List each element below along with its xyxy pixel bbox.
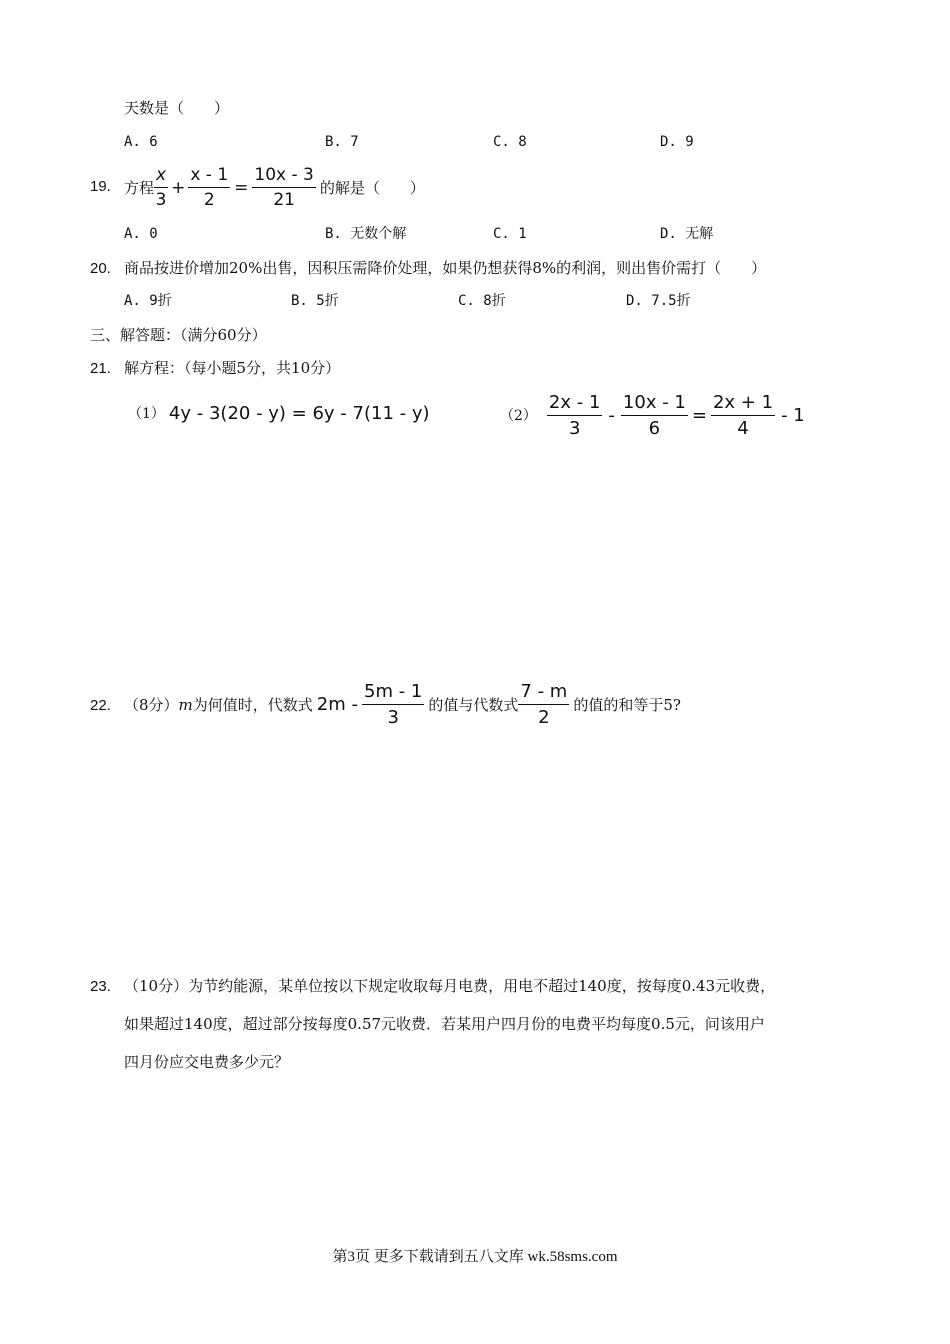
q21-part1	[128, 405, 430, 423]
q22-expr1-numerator: 5m - 1	[362, 683, 424, 705]
q18-option-c: C. 8	[493, 134, 527, 150]
q19-plus: +	[171, 177, 186, 198]
q21-stem: 解方程：（每小题5分，共10分）	[124, 359, 341, 377]
q19-option-c: C. 1	[493, 226, 527, 242]
q19-number: 19.	[90, 178, 111, 195]
q21-part2-c-numerator: 2x + 1	[711, 394, 775, 416]
q21-part2-fraction-a	[547, 394, 603, 438]
q21-part2-fraction-c	[711, 394, 775, 438]
q21-part2-label: （2）	[500, 408, 537, 424]
q22-expr2-numerator: 7 - m	[518, 683, 569, 705]
q22-text-3: 的值的和等于5?	[573, 695, 681, 714]
q21-part2-minus: -	[608, 405, 615, 426]
q21-part2-a-denominator: 3	[568, 418, 581, 439]
q20-option-a: A. 9折	[124, 293, 172, 309]
q19-fraction-2	[188, 167, 230, 209]
q19-frac3-numerator: 10x - 3	[252, 167, 315, 188]
q19-option-d: D. 无解	[660, 226, 714, 242]
q20-option-d: D. 7.5折	[626, 293, 691, 309]
q21-number: 21.	[90, 360, 111, 377]
q21-part1-equation: 4y - 3(20 - y) = 6y - 7(11 - y)	[168, 403, 430, 424]
q23-line-1: （10分）为节约能源，某单位按以下规定收取每月电费，用电不超过140度，按每度0.43元收费，	[124, 977, 776, 995]
q21-part2-equals: =	[691, 405, 707, 426]
q19-stem	[124, 166, 425, 210]
q22-expr2-denominator: 2	[538, 707, 550, 728]
q19-equals: =	[234, 177, 249, 198]
q22-expr1-fraction	[362, 683, 424, 727]
q22-text-2: 的值与代数式	[428, 695, 519, 714]
q18-option-a: A. 6	[124, 134, 158, 150]
q22-variable: m	[178, 695, 193, 714]
section-title: 三、解答题：（满分60分）	[90, 326, 267, 344]
q18-stem-tail: 天数是（ ）	[124, 99, 230, 117]
page-footer: 第3页 更多下载请到五八文库 wk.58sms.com	[332, 1249, 618, 1265]
q19-suffix: 的解是（ ）	[319, 178, 425, 197]
q23-line-2: 如果超过140度，超过部分按每度0.57元收费．若某用户四月份的电费平均每度0.5元，问该用户	[124, 1015, 765, 1033]
q22-points: （8分）	[124, 695, 179, 714]
q18-option-d: D. 9	[660, 134, 694, 150]
q19-option-b: B. 无数个解	[325, 226, 407, 242]
q21-part2	[500, 393, 805, 439]
q21-part2-a-numerator: 2x - 1	[547, 394, 603, 416]
q21-part2-fraction-b	[621, 394, 688, 438]
q21-part1-label: （1）	[128, 406, 165, 422]
q19-frac1-numerator: x	[154, 167, 168, 188]
q22-number: 22.	[90, 697, 111, 714]
q21-part2-b-numerator: 10x - 1	[621, 394, 688, 416]
q22-stem	[124, 682, 681, 728]
q22-text-1: 为何值时，代数式	[192, 695, 313, 714]
q21-part2-b-denominator: 6	[648, 418, 661, 439]
q22-expr1-denominator: 3	[387, 707, 399, 728]
q19-fraction-3	[252, 167, 315, 209]
q20-option-b: B. 5折	[291, 293, 339, 309]
q19-frac2-denominator: 2	[203, 190, 215, 210]
q19-frac2-numerator: x - 1	[188, 167, 230, 188]
q19-fraction-1	[154, 167, 168, 209]
q20-stem: 商品按进价增加20%出售，因积压需降价处理，如果仍想获得8%的利润，则出售价需打（ ）	[124, 259, 767, 277]
q19-prefix: 方程	[124, 178, 155, 197]
q20-number: 20.	[90, 260, 111, 277]
q19-option-a: A. 0	[124, 226, 158, 242]
q22-expr2-fraction	[518, 683, 569, 727]
q23-number: 23.	[90, 978, 111, 995]
q19-frac1-denominator: 3	[155, 190, 167, 210]
q23-line-3: 四月份应交电费多少元？	[124, 1053, 290, 1071]
q18-option-b: B. 7	[325, 134, 359, 150]
q21-part2-tail: - 1	[781, 405, 805, 426]
q19-frac3-denominator: 21	[273, 190, 295, 210]
q20-option-c: C. 8折	[458, 293, 506, 309]
q21-part2-c-denominator: 4	[737, 418, 749, 439]
q22-expr1-prefix: 2m -	[316, 694, 358, 715]
